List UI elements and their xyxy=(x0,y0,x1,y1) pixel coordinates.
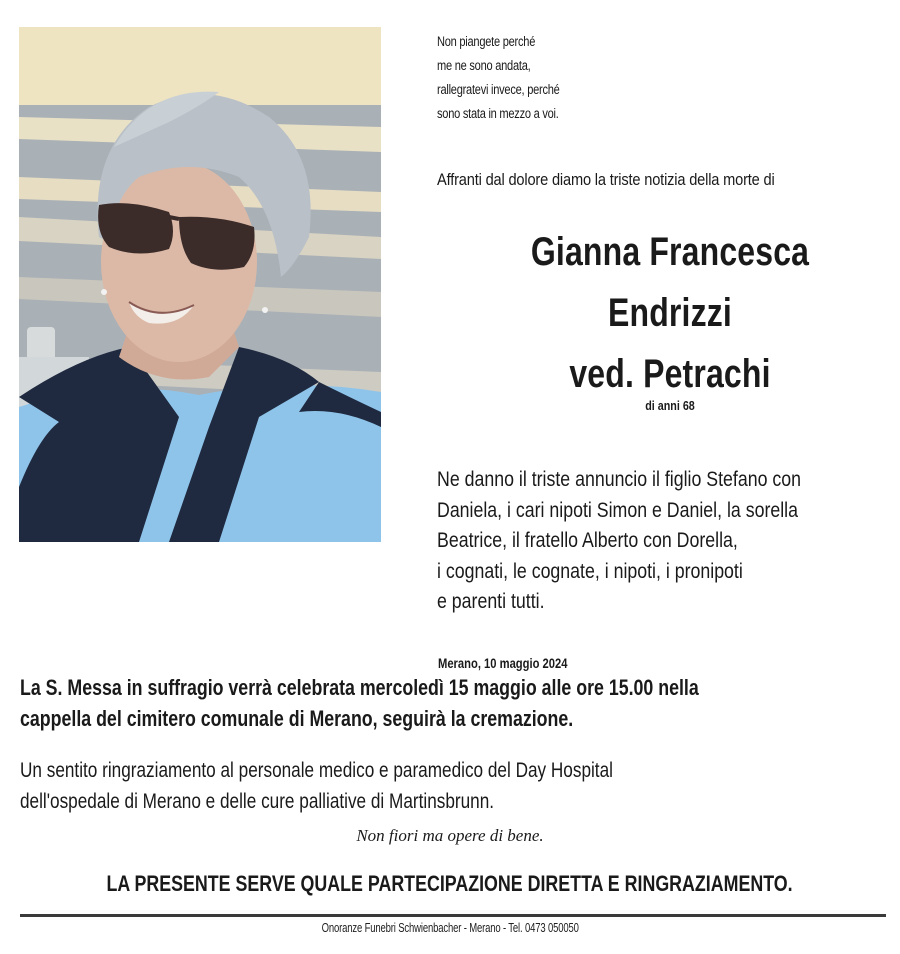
funeral-home-footer xyxy=(0,921,900,935)
family-line: e parenti tutti. xyxy=(437,590,545,613)
mass-line: La S. Messa in suffragio verrà celebrata mercoledì 15 maggio alle ore 15.00 nella xyxy=(20,675,699,700)
mass-details xyxy=(20,672,699,734)
dateline: Merano, 10 maggio 2024 xyxy=(438,655,568,671)
participation-notice xyxy=(0,871,900,897)
mass-line: cappella del cimitero comunale di Merano, seguirà la cremazione. xyxy=(20,706,574,731)
poem-line: rallegratevi invece, perché xyxy=(437,82,560,97)
poem-line: sono stata in mezzo a voi. xyxy=(437,106,559,121)
deceased-first-names: Gianna Francesca xyxy=(530,230,810,274)
thanks-message xyxy=(20,755,613,817)
deceased-name-block xyxy=(455,222,885,413)
footer-divider xyxy=(20,914,886,917)
thanks-line: dell'ospedale di Merano e delle cure palliative di Martinsbrunn. xyxy=(20,790,495,813)
deceased-age: di anni 68 xyxy=(645,399,695,413)
thanks-line: Un sentito ringraziamento al personale medico e paramedico del Day Hospital xyxy=(20,759,613,782)
participation-notice-text: LA PRESENTE SERVE QUALE PARTECIPAZIONE DIRETTA E RINGRAZIAMENTO. xyxy=(106,871,794,896)
family-announcement xyxy=(437,465,801,618)
poem-line: Non piangete perché xyxy=(437,34,536,49)
family-line: Daniela, i cari nipoti Simon e Daniel, la sorella xyxy=(437,498,798,522)
portrait-illustration xyxy=(19,27,381,542)
family-line: Ne danno il triste annuncio il figlio Stefano con xyxy=(437,468,802,491)
announcement-intro: Affranti dal dolore diamo la triste notizia della morte di xyxy=(437,170,775,189)
family-line: i cognati, le cognate, i nipoti, i pronipoti xyxy=(437,559,743,583)
deceased-married-name: ved. Petrachi xyxy=(569,352,771,396)
family-line: Beatrice, il fratello Alberto con Dorella, xyxy=(437,529,738,552)
no-flowers-note: Non fiori ma opere di bene. xyxy=(356,826,544,845)
portrait-photo xyxy=(19,27,381,542)
poem-quote xyxy=(437,30,560,126)
funeral-home-contact: Onoranze Funebri Schwienbacher - Merano - Tel. 0473 050050 xyxy=(321,921,579,935)
deceased-surname: Endrizzi xyxy=(608,291,732,335)
poem-line: me ne sono andata, xyxy=(437,58,531,73)
